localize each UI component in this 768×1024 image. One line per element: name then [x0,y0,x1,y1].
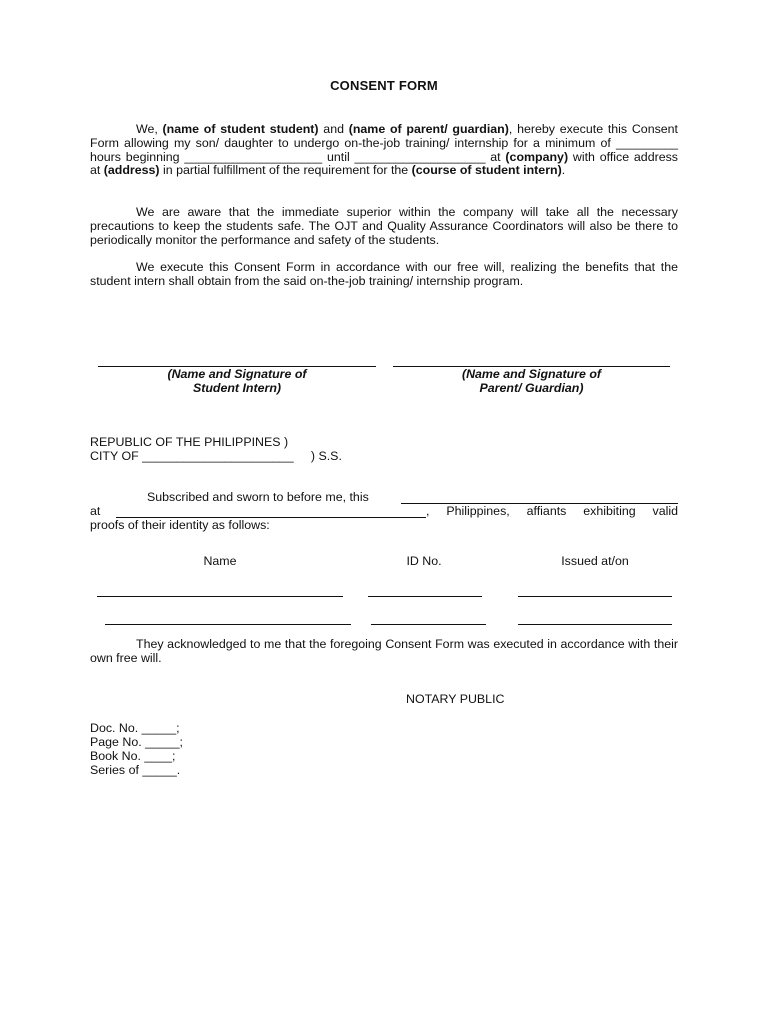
text: and [318,122,349,136]
signature-line-student [98,354,376,367]
caption-line: Student Intern) [192,381,282,395]
placeholder-course: (course of student intern) [411,163,562,178]
placeholder-address: (address) [103,163,160,178]
signature-caption-student [98,367,376,395]
caption-line: (Name and Signature of [167,367,307,381]
city-line: CITY OF ______________________ ) S.S. [90,449,342,463]
signature-line-parent [393,354,670,367]
text: , hereby execute this Consent Form allowing my son/ daughter to undergo on-the-job training/ internship for a minimum of [90,122,679,150]
blank-start-date: ____________________ [184,149,323,164]
placeholder-parent-name: (name of parent/ guardian) [348,122,509,136]
sworn-row-3 [90,519,678,533]
paragraph-free-will [90,261,678,289]
paragraph-acknowledgment [90,638,678,666]
sworn-text: proofs of their identity as follows: [90,518,270,532]
blank-issued-1 [518,596,672,597]
text: We, [136,122,163,136]
series-field: Series of _____. [90,763,181,777]
text: in partial fulfillment of the requirement for the [159,163,412,178]
signature-caption-parent [393,367,670,395]
column-header-name: Name [203,554,237,568]
doc-no-field: Doc. No. _____; [90,721,180,735]
caption-line: Parent/ Guardian) [479,381,584,395]
text: at [485,149,506,164]
text: They acknowledged to me that the foregoing Consent Form was executed in accordance with their own free will. [90,637,678,665]
blank-end-date: ___________________ [354,149,486,164]
placeholder-company: (company) [505,149,569,164]
sworn-row-2 [90,505,678,519]
blank-hours: _________ [615,135,678,150]
blank-id-1 [368,596,482,597]
sworn-statement [90,491,678,533]
sworn-row-1 [90,491,678,505]
republic-line: REPUBLIC OF THE PHILIPPINES ) [90,435,289,449]
blank-issued-2 [518,624,672,625]
blank-name-2 [105,624,351,625]
page-no-field: Page No. _____; [90,735,184,749]
text: We execute this Consent Form in accordance with our free will, realizing the benefits that the student intern shall obtain from the said on-the-job training/ internship program. [90,260,678,288]
caption-line: (Name and Signature of [461,367,602,381]
sworn-text: Subscribed and sworn to before me, this [147,490,369,504]
text: We are aware that the immediate superior within the company will take all the necessary precautions to keep the students safe. The OJT and Quality Assurance Coordinators will also be there to periodically monitor the performance and safety of the students. [90,205,678,247]
column-header-id: ID No. [406,554,442,568]
sworn-text: , Philippines, affiants exhibiting valid [426,504,678,518]
sworn-text: at [90,504,101,518]
column-header-issued: Issued at/on [561,554,629,568]
blank-id-2 [371,624,486,625]
text: with office address at [90,149,679,178]
text: until [322,149,355,164]
blank-name-1 [97,596,343,597]
paragraph-consent-statement [90,123,678,178]
placeholder-student-name: (name of student student) [162,122,319,136]
document-title: CONSENT FORM [330,78,438,93]
notary-public-label: NOTARY PUBLIC [406,692,505,706]
text: . [561,163,566,178]
book-no-field: Book No. ____; [90,749,176,763]
text: hours beginning [90,149,185,164]
paragraph-safety [90,206,678,247]
